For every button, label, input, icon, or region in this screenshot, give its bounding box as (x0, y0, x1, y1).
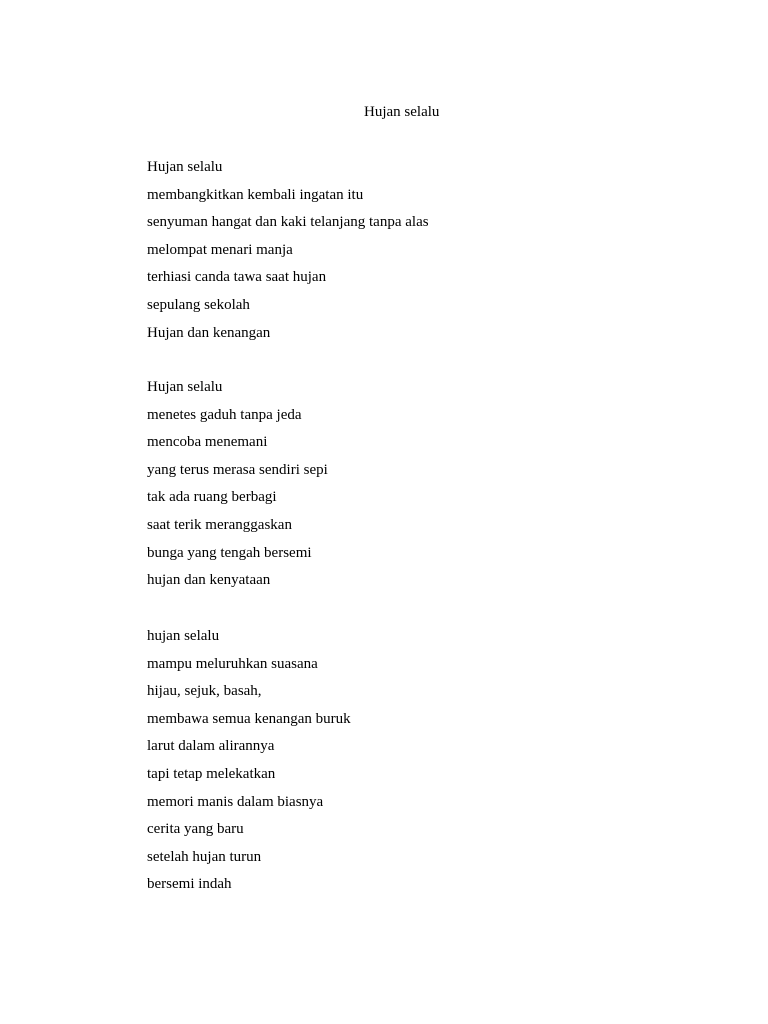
poem-line: bunga yang tengah bersemi (147, 544, 312, 561)
poem-line: membawa semua kenangan buruk (147, 710, 351, 727)
poem-line: yang terus merasa sendiri sepi (147, 461, 328, 478)
poem-line: terhiasi canda tawa saat hujan (147, 269, 327, 286)
poem-line: menetes gaduh tanpa jeda (147, 406, 302, 423)
poem-line: membangkitkan kembali ingatan itu (147, 186, 364, 203)
stanza-3 (147, 626, 351, 902)
poem-line: melompat menari manja (147, 241, 293, 258)
stanza-1 (147, 157, 429, 350)
poem-line: setelah hujan turun (147, 848, 262, 865)
poem-line: Hujan dan kenangan (147, 324, 271, 341)
poem-line: tapi tetap melekatkan (147, 765, 276, 782)
poem-line: mencoba menemani (147, 434, 268, 451)
poem-line: Hujan selalu (147, 379, 223, 395)
poem-line: senyuman hangat dan kaki telanjang tanpa alas (147, 214, 429, 231)
poem-line: bersemi indah (147, 876, 232, 893)
poem-line: sepulang sekolah (147, 296, 250, 313)
poem-line: tak ada ruang berbagi (147, 489, 277, 506)
poem-line: hujan dan kenyataan (147, 572, 271, 589)
poem-line: hujan selalu (147, 628, 220, 644)
poem-line: larut dalam alirannya (147, 738, 275, 755)
stanza-2 (147, 377, 328, 598)
poem-line: hijau, sejuk, basah, (147, 683, 262, 700)
poem-title: Hujan selalu (364, 104, 440, 120)
poem-line: saat terik meranggaskan (147, 516, 292, 533)
poem-line: mampu meluruhkan suasana (147, 655, 318, 672)
poem-line: cerita yang baru (147, 821, 244, 838)
poem-line: memori manis dalam biasnya (147, 793, 324, 810)
poem-line: Hujan selalu (147, 159, 223, 175)
